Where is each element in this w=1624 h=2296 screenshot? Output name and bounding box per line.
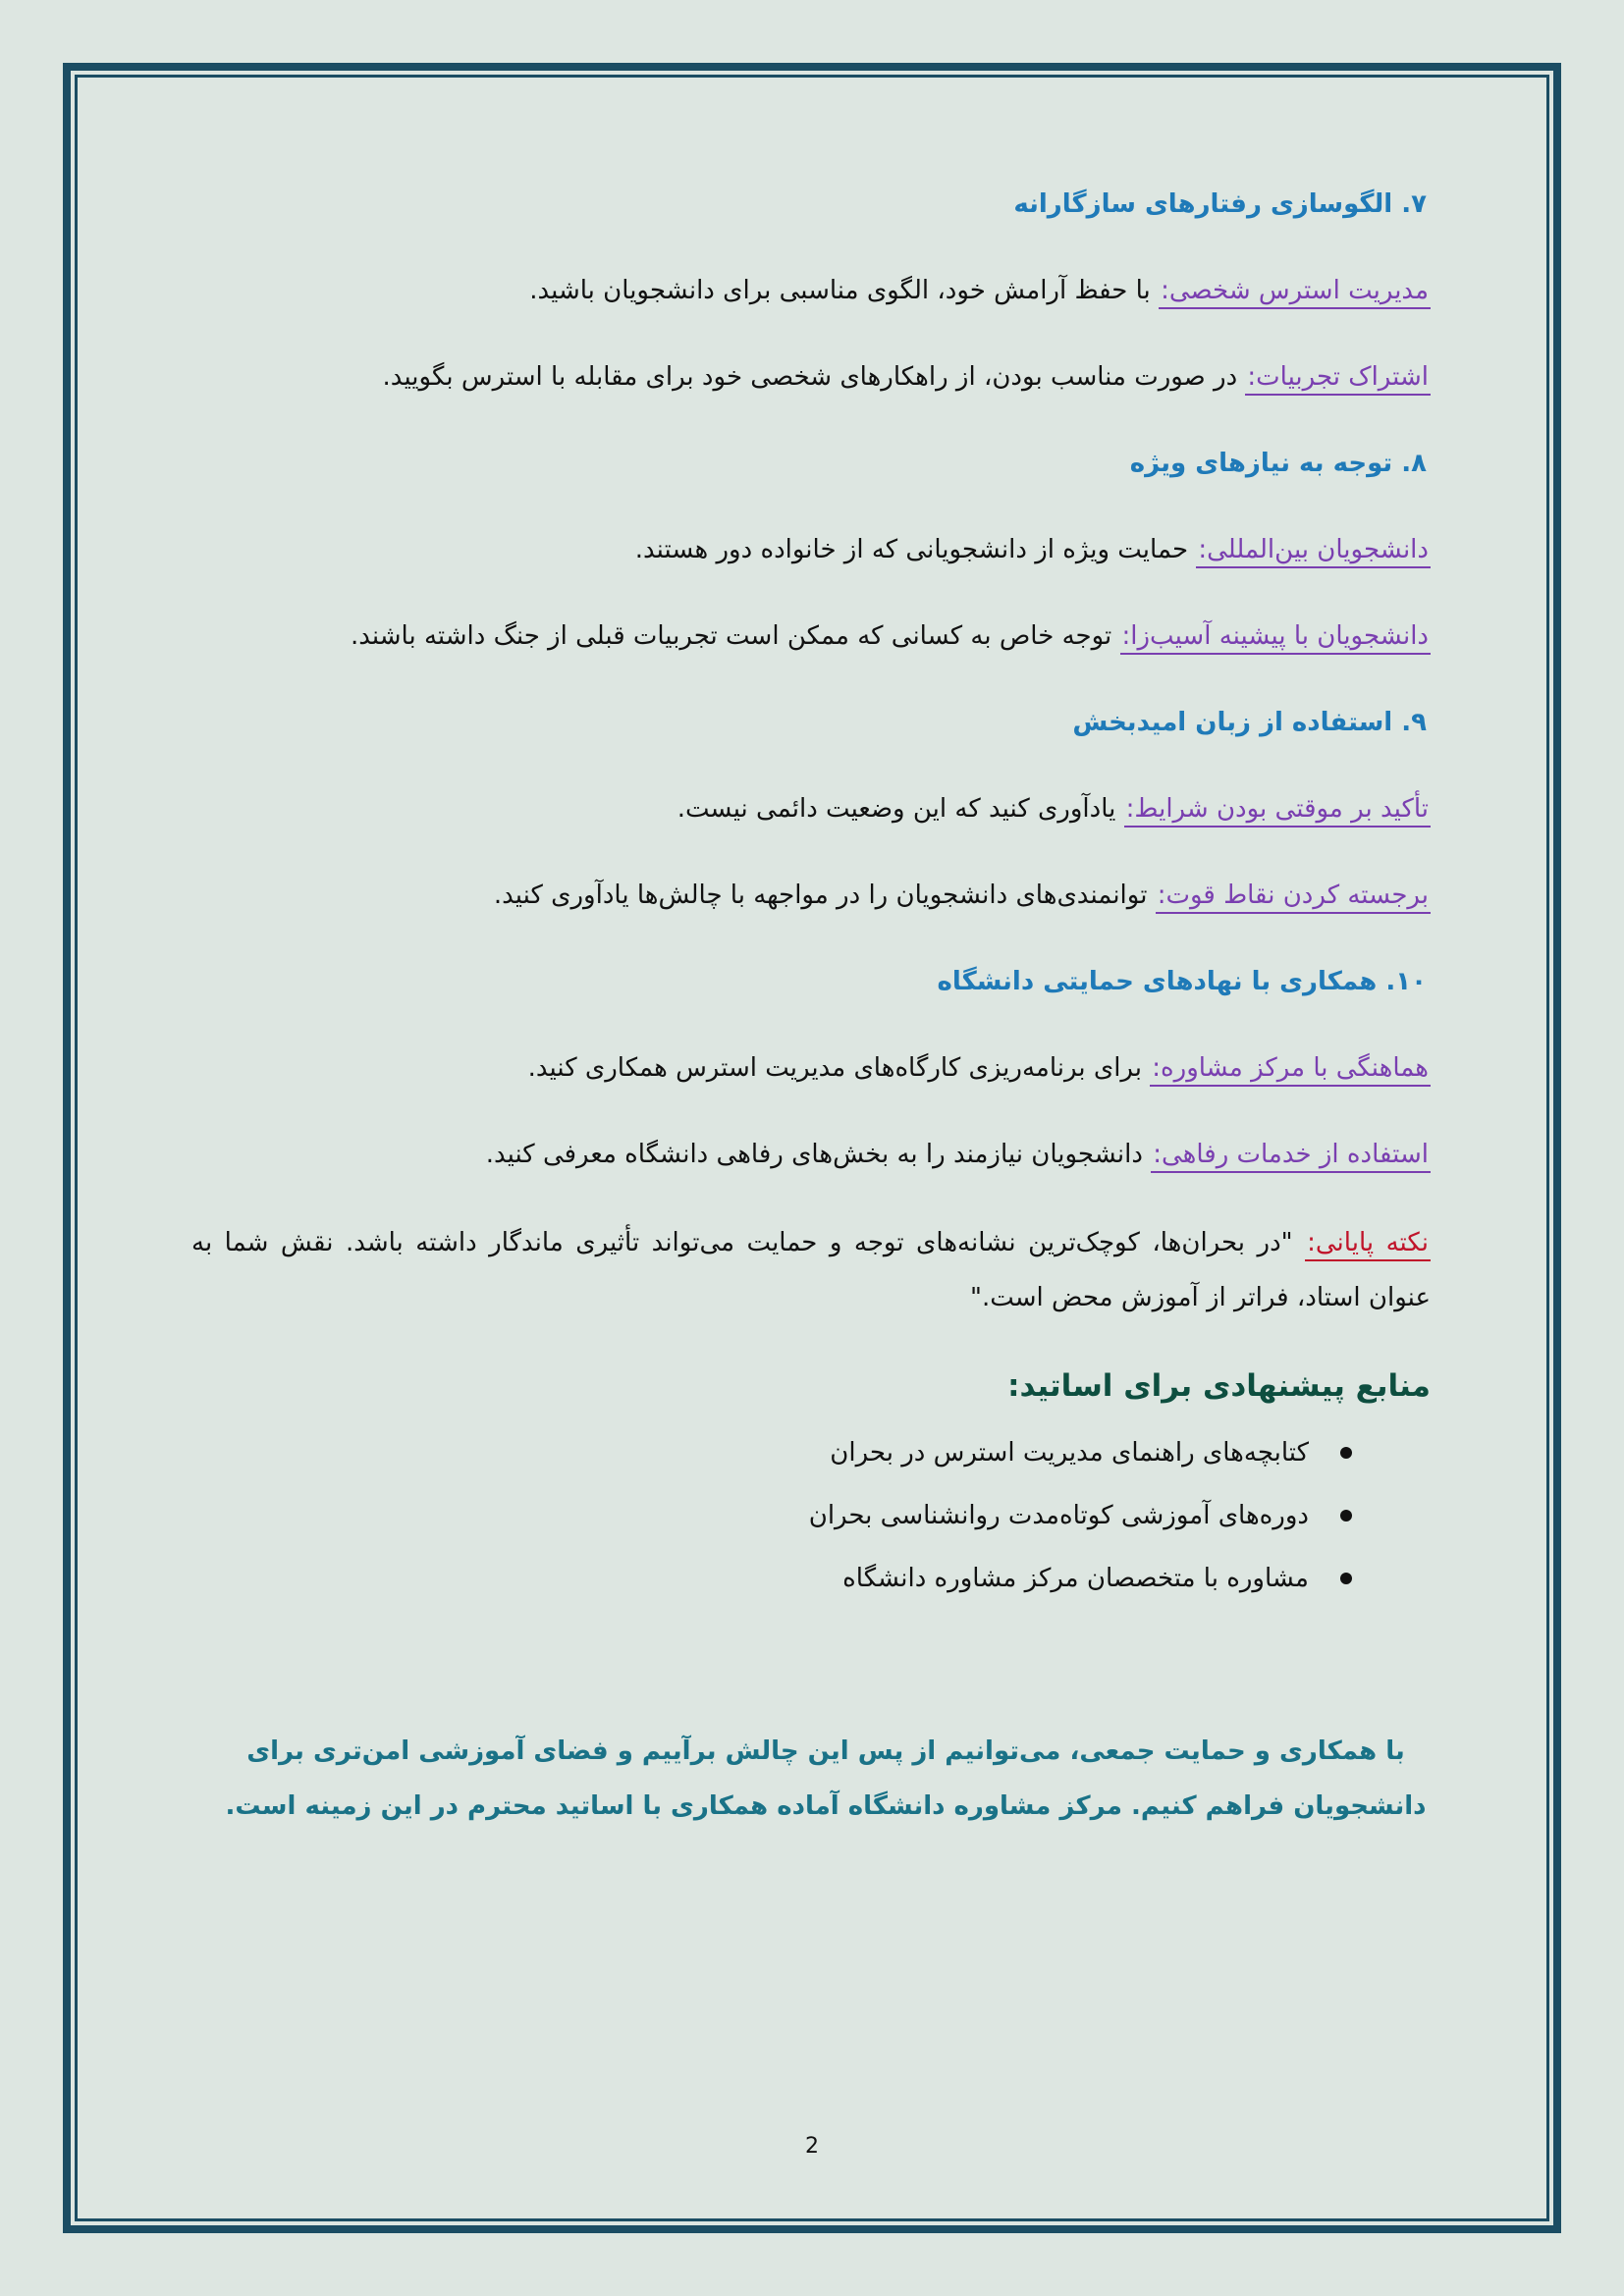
list-item [191,1435,1352,1470]
item-text: برای برنامه‌ریزی کارگاه‌های مدیریت استرس همکاری کنید. [527,1053,1151,1083]
list-item [191,359,1431,395]
section-heading-8: ۸. توجه به نیازهای ویژه [1129,449,1427,478]
resource-text: مشاوره با متخصصان مرکز مشاوره دانشگاه [842,1564,1309,1593]
page-content [191,187,1431,1834]
item-term: تأکید بر موقتی بودن شرایط: [1124,794,1431,828]
list-item [191,791,1431,827]
list-item [191,1498,1352,1533]
item-term: استفاده از خدمات رفاهی: [1151,1140,1431,1173]
list-item [191,1137,1431,1172]
resources-title: منابع پیشنهادی برای اساتید: [1007,1368,1431,1404]
final-note [191,1215,1431,1325]
item-text: حمایت ویژه از دانشجویانی که از خانواده دور هستند. [634,535,1197,564]
item-text: توجه خاص به کسانی که ممکن است تجربیات قبلی از جنگ داشته باشند. [350,621,1120,651]
final-note-text: "در بحران‌ها، کوچک‌ترین نشانه‌های توجه و حمایت می‌تواند تأثیری ماندگار داشته باشد. نقش شما به عنوان استاد، فراتر از آموزش محض است." [191,1228,1431,1312]
item-text: با حفظ آرامش خود، الگوی مناسبی برای دانشجویان باشید. [529,276,1160,305]
final-note-term: نکته پایانی: [1305,1228,1431,1261]
list-item [191,1561,1352,1596]
closing-paragraph: با همکاری و حمایت جمعی، می‌توانیم از پس این چالش برآییم و فضای آموزشی امن‌تری برای دانشجویان فراهم کنیم. مرکز مشاوره دانشگاه آماده همکاری با اساتید محترم در این زمینه است. [225,1736,1427,1821]
list-item [191,273,1431,308]
list-item [191,532,1431,567]
section-heading-7: ۷. الگوسازی رفتارهای سازگارانه [1013,189,1427,219]
bullet-icon [1340,1573,1352,1584]
item-term: برجسته کردن نقاط قوت: [1156,881,1431,914]
section-heading-9: ۹. استفاده از زبان امیدبخش [1072,708,1427,737]
resource-text: کتابچه‌های راهنمای مدیریت استرس در بحران [830,1438,1309,1468]
item-term: مدیریت استرس شخصی: [1159,276,1431,309]
page-number: 2 [805,2134,819,2159]
item-text: یادآوری کنید که این وضعیت دائمی نیست. [677,794,1124,824]
resource-text: دوره‌های آموزشی کوتاه‌مدت روانشناسی بحران [808,1501,1309,1530]
list-item [191,878,1431,913]
item-term: هماهنگی با مرکز مشاوره: [1150,1053,1431,1087]
section-heading-10: ۱۰. همکاری با نهادهای حمایتی دانشگاه [937,967,1427,996]
list-item [191,618,1431,654]
list-item [191,1050,1431,1086]
item-text: دانشجویان نیازمند را به بخش‌های رفاهی دانشگاه معرفی کنید. [485,1140,1152,1169]
item-text: در صورت مناسب بودن، از راهکارهای شخصی خود برای مقابله با استرس بگویید. [382,362,1246,392]
bullet-icon [1340,1510,1352,1522]
resources-list [191,1435,1431,1596]
bullet-icon [1340,1447,1352,1459]
item-term: دانشجویان با پیشینه آسیب‌زا: [1120,621,1431,655]
item-term: اشتراک تجربیات: [1245,362,1431,396]
item-term: دانشجویان بین‌المللی: [1196,535,1431,568]
item-text: توانمندی‌های دانشجویان را در مواجهه با چالش‌ها یادآوری کنید. [493,881,1156,910]
